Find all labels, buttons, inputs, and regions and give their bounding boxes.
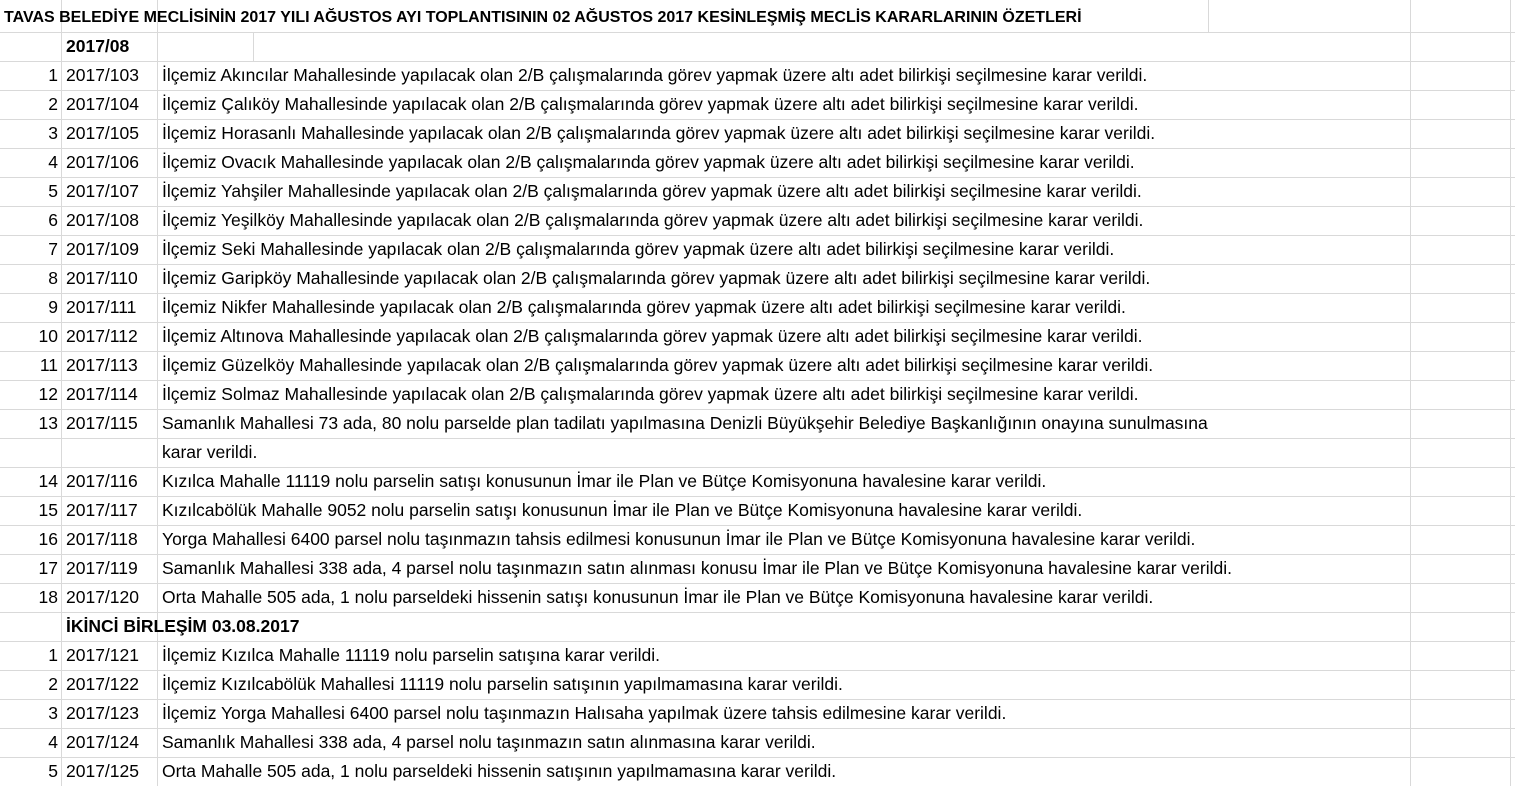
table-row	[0, 293, 1515, 322]
table-row	[0, 438, 1515, 467]
row-number[interactable]: 7	[48, 239, 58, 259]
decision-text[interactable]: Samanlık Mahallesi 338 ada, 4 parsel nolu taşınmazın satın alınması konusu İmar ile Plan ve Bütçe Komisyonuna havalesine karar verildi.	[162, 558, 1233, 578]
table-row	[0, 206, 1515, 235]
decision-code[interactable]: 2017/115	[66, 413, 138, 433]
row-number[interactable]: 3	[48, 703, 58, 723]
decision-text[interactable]: Kızılca Mahalle 11119 nolu parselin satışı konusunun İmar ile Plan ve Bütçe Komisyonuna havalesine karar verildi.	[162, 471, 1047, 491]
decision-code[interactable]: 2017/112	[66, 326, 138, 346]
decision-text[interactable]: İlçemiz Solmaz Mahallesinde yapılacak olan 2/B çalışmalarında görev yapmak üzere altı adet bilirkişi seçilmesine karar verildi.	[162, 384, 1139, 404]
table-row	[0, 467, 1515, 496]
decision-text[interactable]: İlçemiz Kızılca Mahalle 11119 nolu parselin satışına karar verildi.	[162, 645, 661, 665]
decision-code[interactable]: 2017/122	[66, 674, 139, 694]
decision-code[interactable]: 2017/105	[66, 123, 139, 143]
decision-code[interactable]: 2017/106	[66, 152, 139, 172]
decision-code[interactable]: 2017/117	[66, 500, 138, 520]
decision-code[interactable]: 2017/110	[66, 268, 138, 288]
decision-text[interactable]: karar verildi.	[162, 442, 258, 462]
table-row	[0, 699, 1515, 728]
table-row	[0, 90, 1515, 119]
decision-code[interactable]: 2017/123	[66, 703, 139, 723]
decision-text[interactable]: Kızılcabölük Mahalle 9052 nolu parselin satışı konusunun İmar ile Plan ve Bütçe Komisyonuna havalesine karar verildi.	[162, 500, 1083, 520]
row-number[interactable]: 18	[38, 587, 58, 607]
table-row	[0, 264, 1515, 293]
decision-text[interactable]: İlçemiz Seki Mahallesinde yapılacak olan 2/B çalışmalarında görev yapmak üzere altı adet bilirkişi seçilmesine karar verildi.	[162, 239, 1115, 259]
decision-text[interactable]: İlçemiz Yeşilköy Mahallesinde yapılacak olan 2/B çalışmalarında görev yapmak üzere altı adet bilirkişi seçilmesine karar verildi.	[162, 210, 1144, 230]
section-header-second-session[interactable]: İKİNCİ BİRLEŞİM 03.08.2017	[66, 616, 300, 636]
table-row	[0, 496, 1515, 525]
section-header-row	[0, 612, 1515, 641]
sheet-title[interactable]: TAVAS BELEDİYE MECLİSİNİN 2017 YILI AĞUSTOS AYI TOPLANTISININ 02 AĞUSTOS 2017 KESİNLEŞMİŞ MECLİS KARARLARININ ÖZETLERİ	[4, 9, 1082, 26]
row-number[interactable]: 17	[38, 558, 58, 578]
row-number[interactable]	[0, 438, 61, 467]
decision-code[interactable]: 2017/111	[66, 297, 137, 317]
decision-text[interactable]: Yorga Mahallesi 6400 parsel nolu taşınmazın tahsis edilmesi konusunun İmar ile Plan ve Bütçe Komisyonuna havalesine karar verildi.	[162, 529, 1196, 549]
decision-text[interactable]: İlçemiz Altınova Mahallesinde yapılacak olan 2/B çalışmalarında görev yapmak üzere altı adet bilirkişi seçilmesine karar verildi.	[162, 326, 1143, 346]
table-row	[0, 757, 1515, 786]
row-number[interactable]: 13	[38, 413, 58, 433]
decision-text[interactable]: İlçemiz Nikfer Mahallesinde yapılacak olan 2/B çalışmalarında görev yapmak üzere altı adet bilirkişi seçilmesine karar verildi.	[162, 297, 1126, 317]
decision-code[interactable]: 2017/109	[66, 239, 139, 259]
row-number[interactable]: 10	[38, 326, 58, 346]
row-number[interactable]: 2	[48, 94, 58, 114]
decision-text[interactable]: İlçemiz Yahşiler Mahallesinde yapılacak olan 2/B çalışmalarında görev yapmak üzere altı adet bilirkişi seçilmesine karar verildi.	[162, 181, 1142, 201]
decision-text[interactable]: Orta Mahalle 505 ada, 1 nolu parseldeki hissenin satışının yapılmamasına karar verildi.	[162, 761, 837, 781]
table-row	[0, 641, 1515, 670]
row-number[interactable]: 6	[48, 210, 58, 230]
table-row	[0, 148, 1515, 177]
section-header-2017-08[interactable]: 2017/08	[66, 36, 130, 56]
table-row	[0, 728, 1515, 757]
decision-code[interactable]: 2017/104	[66, 94, 139, 114]
decision-text[interactable]: İlçemiz Güzelköy Mahallesinde yapılacak olan 2/B çalışmalarında görev yapmak üzere altı adet bilirkişi seçilmesine karar verildi.	[162, 355, 1154, 375]
table-row	[0, 670, 1515, 699]
decision-code[interactable]	[63, 438, 156, 467]
decision-code[interactable]: 2017/103	[66, 65, 139, 85]
section-header-row	[0, 32, 1515, 61]
decision-text[interactable]: İlçemiz Ovacık Mahallesinde yapılacak olan 2/B çalışmalarında görev yapmak üzere altı adet bilirkişi seçilmesine karar verildi.	[162, 152, 1135, 172]
decision-text[interactable]: Orta Mahalle 505 ada, 1 nolu parseldeki hissenin satışı konusunun İmar ile Plan ve Bütçe Komisyonuna havalesine karar verildi.	[162, 587, 1154, 607]
table-row	[0, 583, 1515, 612]
row-number[interactable]: 8	[48, 268, 58, 288]
decision-code[interactable]: 2017/114	[66, 384, 138, 404]
row-number[interactable]: 11	[39, 355, 58, 375]
decision-text[interactable]: İlçemiz Çalıköy Mahallesinde yapılacak olan 2/B çalışmalarında görev yapmak üzere altı adet bilirkişi seçilmesine karar verildi.	[162, 94, 1139, 114]
table-row	[0, 61, 1515, 90]
row-number[interactable]: 3	[48, 123, 58, 143]
row-number[interactable]: 14	[38, 471, 58, 491]
table-row	[0, 235, 1515, 264]
row-number[interactable]: 4	[48, 152, 58, 172]
row-number[interactable]: 1	[48, 65, 58, 85]
row-number[interactable]: 16	[38, 529, 58, 549]
decision-code[interactable]: 2017/107	[66, 181, 139, 201]
table-row	[0, 119, 1515, 148]
decision-text[interactable]: İlçemiz Horasanlı Mahallesinde yapılacak olan 2/B çalışmalarında görev yapmak üzere altı adet bilirkişi seçilmesine karar verildi.	[162, 123, 1156, 143]
decision-text[interactable]: Samanlık Mahallesi 338 ada, 4 parsel nolu taşınmazın satın alınmasına karar verildi.	[162, 732, 816, 752]
table-row	[0, 409, 1515, 438]
table-row	[0, 380, 1515, 409]
row-number[interactable]: 1	[48, 645, 58, 665]
decision-text[interactable]: İlçemiz Garipköy Mahallesinde yapılacak olan 2/B çalışmalarında görev yapmak üzere altı adet bilirkişi seçilmesine karar verildi.	[162, 268, 1151, 288]
decision-text[interactable]: İlçemiz Akıncılar Mahallesinde yapılacak olan 2/B çalışmalarında görev yapmak üzere altı adet bilirkişi seçilmesine karar verildi.	[162, 65, 1148, 85]
decision-code[interactable]: 2017/119	[66, 558, 138, 578]
table-row	[0, 322, 1515, 351]
decision-code[interactable]: 2017/121	[66, 645, 139, 665]
table-row	[0, 177, 1515, 206]
decision-code[interactable]: 2017/113	[66, 355, 138, 375]
decision-text[interactable]: Samanlık Mahallesi 73 ada, 80 nolu parselde plan tadilatı yapılmasına Denizli Büyükşehir Belediye Başkanlığının onayına sunulmasına	[162, 413, 1208, 433]
row-number[interactable]: 5	[48, 761, 58, 781]
row-number[interactable]: 12	[38, 384, 58, 404]
row-number[interactable]: 9	[48, 297, 58, 317]
row-number[interactable]: 5	[48, 181, 58, 201]
row-number[interactable]: 2	[48, 674, 58, 694]
decision-code[interactable]: 2017/124	[66, 732, 139, 752]
decision-code[interactable]: 2017/125	[66, 761, 139, 781]
table-row	[0, 351, 1515, 380]
decision-code[interactable]: 2017/116	[66, 471, 138, 491]
decision-text[interactable]: İlçemiz Yorga Mahallesi 6400 parsel nolu taşınmazın Halısaha yapılmak üzere tahsis edilmesine karar verildi.	[162, 703, 1007, 723]
table-row	[0, 525, 1515, 554]
table-row	[0, 554, 1515, 583]
title-row	[0, 3, 1515, 32]
decision-code[interactable]: 2017/118	[66, 529, 138, 549]
decision-text[interactable]: İlçemiz Kızılcabölük Mahallesi 11119 nolu parselin satışının yapılmamasına karar verildi.	[162, 674, 843, 694]
row-number[interactable]: 4	[48, 732, 58, 752]
decision-code[interactable]: 2017/120	[66, 587, 139, 607]
row-number[interactable]: 15	[38, 500, 58, 520]
decision-code[interactable]: 2017/108	[66, 210, 139, 230]
